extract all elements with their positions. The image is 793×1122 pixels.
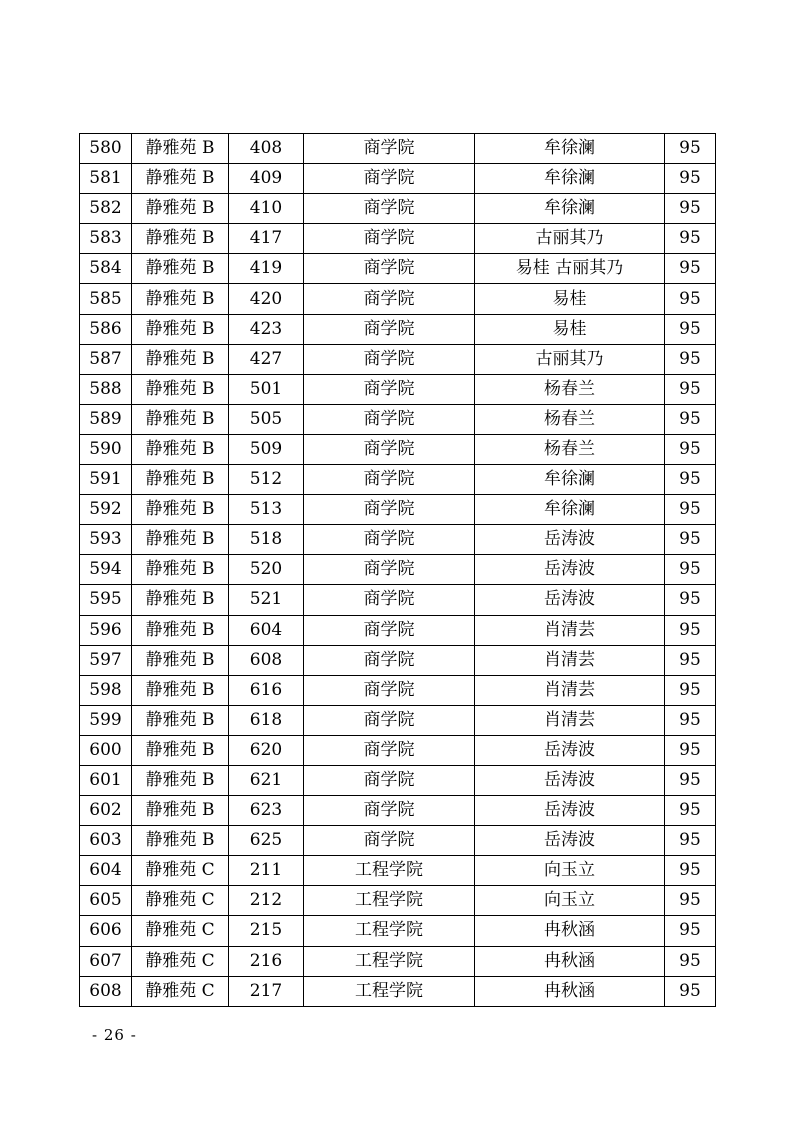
- row-number-cell: 599: [80, 705, 132, 735]
- table-row: [80, 134, 716, 164]
- score-cell: 95: [665, 194, 716, 224]
- room-cell: 427: [229, 344, 304, 374]
- supervisor-name-cell: 岳涛波: [475, 585, 665, 615]
- building-cell: 静雅苑 B: [132, 796, 229, 826]
- table-row: [80, 194, 716, 224]
- row-number-cell: 603: [80, 826, 132, 856]
- room-cell: 623: [229, 796, 304, 826]
- score-cell: 95: [665, 886, 716, 916]
- supervisor-name-cell: 古丽其乃: [475, 224, 665, 254]
- building-cell: 静雅苑 B: [132, 705, 229, 735]
- supervisor-name-cell: 牟徐澜: [475, 495, 665, 525]
- table-row: [80, 555, 716, 585]
- school-cell: 商学院: [304, 826, 475, 856]
- room-cell: 608: [229, 645, 304, 675]
- row-number-cell: 597: [80, 645, 132, 675]
- school-cell: 商学院: [304, 194, 475, 224]
- room-cell: 520: [229, 555, 304, 585]
- building-cell: 静雅苑 B: [132, 735, 229, 765]
- supervisor-name-cell: 牟徐澜: [475, 134, 665, 164]
- room-cell: 620: [229, 735, 304, 765]
- room-cell: 616: [229, 675, 304, 705]
- dormitory-score-table: [79, 133, 716, 1007]
- score-cell: 95: [665, 705, 716, 735]
- school-cell: 商学院: [304, 404, 475, 434]
- building-cell: 静雅苑 B: [132, 645, 229, 675]
- row-number-cell: 588: [80, 374, 132, 404]
- table-row: [80, 495, 716, 525]
- school-cell: 工程学院: [304, 946, 475, 976]
- table-row: [80, 374, 716, 404]
- row-number-cell: 596: [80, 615, 132, 645]
- score-cell: 95: [665, 374, 716, 404]
- room-cell: 501: [229, 374, 304, 404]
- building-cell: 静雅苑 B: [132, 555, 229, 585]
- school-cell: 商学院: [304, 284, 475, 314]
- building-cell: 静雅苑 B: [132, 164, 229, 194]
- row-number-cell: 605: [80, 886, 132, 916]
- table-row: [80, 916, 716, 946]
- room-cell: 625: [229, 826, 304, 856]
- score-cell: 95: [665, 615, 716, 645]
- building-cell: 静雅苑 B: [132, 344, 229, 374]
- building-cell: 静雅苑 B: [132, 525, 229, 555]
- school-cell: 商学院: [304, 555, 475, 585]
- row-number-cell: 582: [80, 194, 132, 224]
- row-number-cell: 600: [80, 735, 132, 765]
- table-row: [80, 615, 716, 645]
- supervisor-name-cell: 肖清芸: [475, 645, 665, 675]
- supervisor-name-cell: 冉秋涵: [475, 976, 665, 1006]
- school-cell: 商学院: [304, 796, 475, 826]
- school-cell: 商学院: [304, 705, 475, 735]
- score-cell: 95: [665, 254, 716, 284]
- school-cell: 工程学院: [304, 976, 475, 1006]
- row-number-cell: 583: [80, 224, 132, 254]
- building-cell: 静雅苑 B: [132, 404, 229, 434]
- school-cell: 工程学院: [304, 886, 475, 916]
- row-number-cell: 594: [80, 555, 132, 585]
- room-cell: 512: [229, 465, 304, 495]
- score-cell: 95: [665, 224, 716, 254]
- room-cell: 521: [229, 585, 304, 615]
- table-row: [80, 856, 716, 886]
- row-number-cell: 601: [80, 765, 132, 795]
- room-cell: 604: [229, 615, 304, 645]
- supervisor-name-cell: 杨春兰: [475, 434, 665, 464]
- building-cell: 静雅苑 B: [132, 495, 229, 525]
- building-cell: 静雅苑 C: [132, 886, 229, 916]
- building-cell: 静雅苑 B: [132, 194, 229, 224]
- page-number: - 26 -: [92, 1026, 137, 1044]
- school-cell: 商学院: [304, 374, 475, 404]
- table-row: [80, 976, 716, 1006]
- building-cell: 静雅苑 C: [132, 976, 229, 1006]
- table-body: [80, 134, 716, 1007]
- school-cell: 商学院: [304, 525, 475, 555]
- room-cell: 513: [229, 495, 304, 525]
- school-cell: 商学院: [304, 164, 475, 194]
- table-row: [80, 284, 716, 314]
- supervisor-name-cell: 肖清芸: [475, 705, 665, 735]
- supervisor-name-cell: 易桂: [475, 284, 665, 314]
- room-cell: 215: [229, 916, 304, 946]
- table-row: [80, 465, 716, 495]
- supervisor-name-cell: 杨春兰: [475, 404, 665, 434]
- supervisor-name-cell: 牟徐澜: [475, 194, 665, 224]
- school-cell: 商学院: [304, 585, 475, 615]
- row-number-cell: 595: [80, 585, 132, 615]
- score-cell: 95: [665, 976, 716, 1006]
- row-number-cell: 580: [80, 134, 132, 164]
- score-cell: 95: [665, 856, 716, 886]
- score-cell: 95: [665, 134, 716, 164]
- room-cell: 212: [229, 886, 304, 916]
- table-row: [80, 826, 716, 856]
- supervisor-name-cell: 向玉立: [475, 856, 665, 886]
- score-cell: 95: [665, 314, 716, 344]
- score-cell: 95: [665, 495, 716, 525]
- score-cell: 95: [665, 796, 716, 826]
- table-row: [80, 645, 716, 675]
- row-number-cell: 606: [80, 916, 132, 946]
- supervisor-name-cell: 肖清芸: [475, 615, 665, 645]
- score-cell: 95: [665, 434, 716, 464]
- school-cell: 商学院: [304, 134, 475, 164]
- table-row: [80, 525, 716, 555]
- room-cell: 505: [229, 404, 304, 434]
- supervisor-name-cell: 岳涛波: [475, 555, 665, 585]
- room-cell: 509: [229, 434, 304, 464]
- building-cell: 静雅苑 B: [132, 765, 229, 795]
- room-cell: 408: [229, 134, 304, 164]
- score-cell: 95: [665, 404, 716, 434]
- score-cell: 95: [665, 675, 716, 705]
- table-row: [80, 675, 716, 705]
- row-number-cell: 593: [80, 525, 132, 555]
- room-cell: 618: [229, 705, 304, 735]
- row-number-cell: 586: [80, 314, 132, 344]
- supervisor-name-cell: 易桂 古丽其乃: [475, 254, 665, 284]
- table-row: [80, 254, 716, 284]
- building-cell: 静雅苑 B: [132, 224, 229, 254]
- building-cell: 静雅苑 C: [132, 856, 229, 886]
- row-number-cell: 602: [80, 796, 132, 826]
- supervisor-name-cell: 冉秋涵: [475, 946, 665, 976]
- table-row: [80, 765, 716, 795]
- score-cell: 95: [665, 465, 716, 495]
- supervisor-name-cell: 易桂: [475, 314, 665, 344]
- score-cell: 95: [665, 826, 716, 856]
- row-number-cell: 584: [80, 254, 132, 284]
- score-cell: 95: [665, 525, 716, 555]
- table-row: [80, 344, 716, 374]
- school-cell: 商学院: [304, 495, 475, 525]
- row-number-cell: 608: [80, 976, 132, 1006]
- row-number-cell: 591: [80, 465, 132, 495]
- supervisor-name-cell: 岳涛波: [475, 826, 665, 856]
- score-cell: 95: [665, 645, 716, 675]
- school-cell: 商学院: [304, 434, 475, 464]
- table-row: [80, 705, 716, 735]
- room-cell: 621: [229, 765, 304, 795]
- row-number-cell: 607: [80, 946, 132, 976]
- supervisor-name-cell: 岳涛波: [475, 735, 665, 765]
- room-cell: 417: [229, 224, 304, 254]
- room-cell: 518: [229, 525, 304, 555]
- supervisor-name-cell: 向玉立: [475, 886, 665, 916]
- table-row: [80, 886, 716, 916]
- building-cell: 静雅苑 B: [132, 615, 229, 645]
- row-number-cell: 589: [80, 404, 132, 434]
- school-cell: 商学院: [304, 344, 475, 374]
- score-cell: 95: [665, 344, 716, 374]
- supervisor-name-cell: 冉秋涵: [475, 916, 665, 946]
- building-cell: 静雅苑 C: [132, 916, 229, 946]
- row-number-cell: 581: [80, 164, 132, 194]
- table-row: [80, 585, 716, 615]
- table-row: [80, 164, 716, 194]
- row-number-cell: 587: [80, 344, 132, 374]
- school-cell: 商学院: [304, 645, 475, 675]
- building-cell: 静雅苑 C: [132, 946, 229, 976]
- supervisor-name-cell: 岳涛波: [475, 796, 665, 826]
- building-cell: 静雅苑 B: [132, 465, 229, 495]
- school-cell: 工程学院: [304, 856, 475, 886]
- room-cell: 423: [229, 314, 304, 344]
- table-row: [80, 434, 716, 464]
- supervisor-name-cell: 牟徐澜: [475, 164, 665, 194]
- score-cell: 95: [665, 765, 716, 795]
- score-cell: 95: [665, 916, 716, 946]
- supervisor-name-cell: 古丽其乃: [475, 344, 665, 374]
- school-cell: 商学院: [304, 224, 475, 254]
- row-number-cell: 585: [80, 284, 132, 314]
- score-cell: 95: [665, 585, 716, 615]
- room-cell: 216: [229, 946, 304, 976]
- building-cell: 静雅苑 B: [132, 374, 229, 404]
- school-cell: 商学院: [304, 675, 475, 705]
- school-cell: 商学院: [304, 765, 475, 795]
- school-cell: 工程学院: [304, 916, 475, 946]
- building-cell: 静雅苑 B: [132, 434, 229, 464]
- school-cell: 商学院: [304, 465, 475, 495]
- table-row: [80, 314, 716, 344]
- building-cell: 静雅苑 B: [132, 314, 229, 344]
- row-number-cell: 590: [80, 434, 132, 464]
- building-cell: 静雅苑 B: [132, 134, 229, 164]
- building-cell: 静雅苑 B: [132, 585, 229, 615]
- room-cell: 420: [229, 284, 304, 314]
- building-cell: 静雅苑 B: [132, 254, 229, 284]
- score-cell: 95: [665, 555, 716, 585]
- supervisor-name-cell: 肖清芸: [475, 675, 665, 705]
- building-cell: 静雅苑 B: [132, 284, 229, 314]
- school-cell: 商学院: [304, 615, 475, 645]
- table-row: [80, 946, 716, 976]
- score-cell: 95: [665, 164, 716, 194]
- room-cell: 409: [229, 164, 304, 194]
- row-number-cell: 592: [80, 495, 132, 525]
- table-row: [80, 735, 716, 765]
- school-cell: 商学院: [304, 735, 475, 765]
- room-cell: 217: [229, 976, 304, 1006]
- room-cell: 211: [229, 856, 304, 886]
- building-cell: 静雅苑 B: [132, 675, 229, 705]
- room-cell: 419: [229, 254, 304, 284]
- row-number-cell: 598: [80, 675, 132, 705]
- score-cell: 95: [665, 946, 716, 976]
- room-cell: 410: [229, 194, 304, 224]
- building-cell: 静雅苑 B: [132, 826, 229, 856]
- score-cell: 95: [665, 735, 716, 765]
- row-number-cell: 604: [80, 856, 132, 886]
- supervisor-name-cell: 岳涛波: [475, 765, 665, 795]
- supervisor-name-cell: 牟徐澜: [475, 465, 665, 495]
- score-cell: 95: [665, 284, 716, 314]
- supervisor-name-cell: 杨春兰: [475, 374, 665, 404]
- school-cell: 商学院: [304, 254, 475, 284]
- school-cell: 商学院: [304, 314, 475, 344]
- table-row: [80, 404, 716, 434]
- table-row: [80, 224, 716, 254]
- supervisor-name-cell: 岳涛波: [475, 525, 665, 555]
- table-row: [80, 796, 716, 826]
